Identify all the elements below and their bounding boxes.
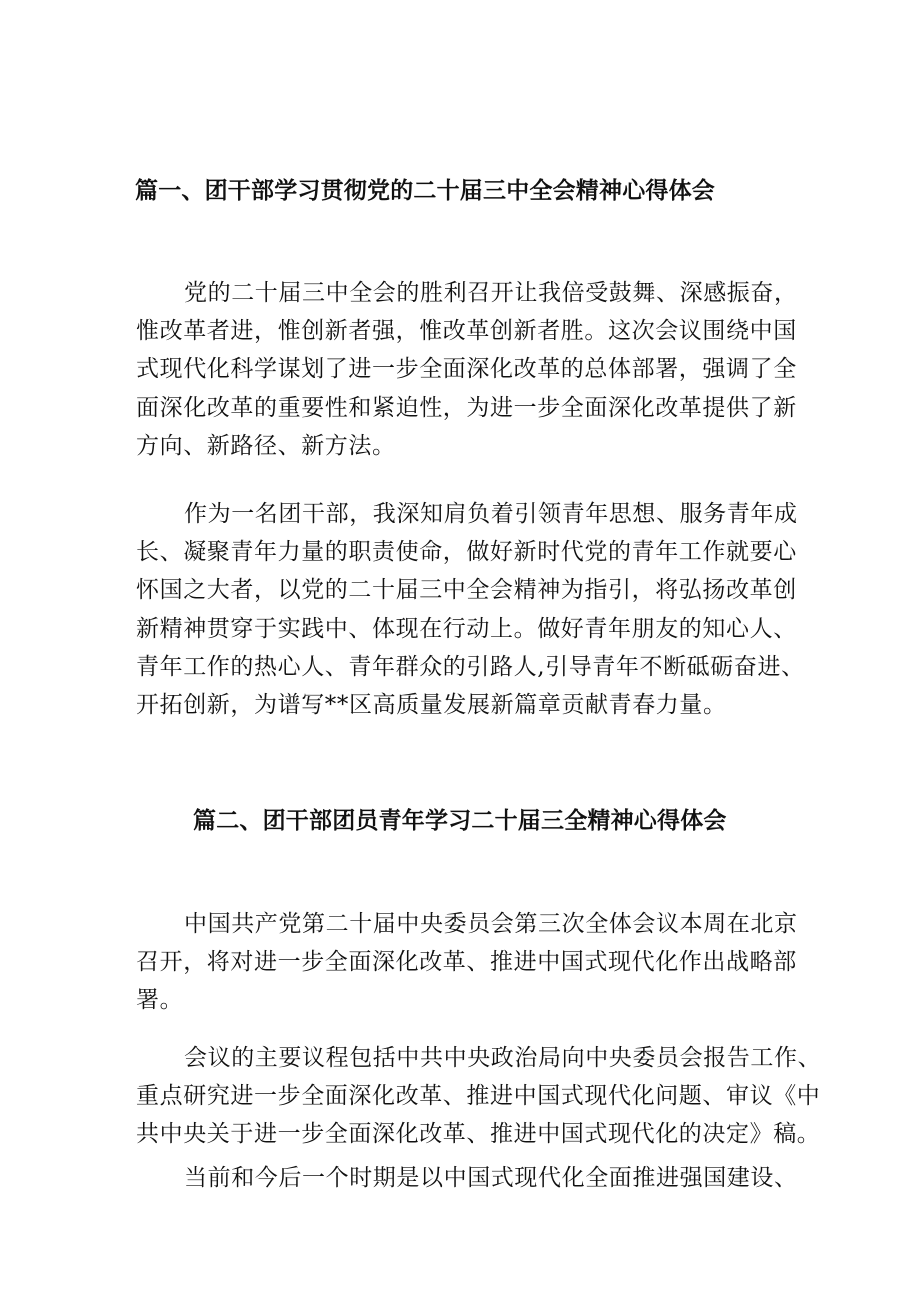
section-1-title: 篇一、团干部学习贯彻党的二十届三中全会精神心得体会 [135, 177, 715, 204]
text-line: 长、凝聚青年力量的职责使命，做好新时代党的青年工作就要心 [136, 539, 797, 566]
text-line: 重点研究进一步全面深化改革、推进中国式现代化问题、审议《中 [136, 1083, 821, 1110]
text-line: 署。 [136, 987, 184, 1014]
text-line: 开拓创新，为谱写**区高质量发展新篇章贡献青春力量。 [136, 692, 727, 719]
section-2-paragraph-1 [136, 905, 798, 1020]
text-line: 新精神贯穿于实践中、体现在行动上。做好青年朋友的知心人、 [136, 615, 797, 642]
text-line: 会议的主要议程包括中共中央政治局向中央委员会报告工作、 [184, 1045, 822, 1071]
text-line: 面深化改革的重要性和紧迫性，为进一步全面深化改革提供了新 [136, 394, 797, 421]
text-line: 作为一名团干部，我深知肩负着引领青年思想、服务青年成 [184, 501, 798, 527]
text-line: 青年工作的热心人、青年群众的引路人,引导青年不断砥砺奋进、 [136, 653, 805, 680]
text-line: 怀国之大者，以党的二十届三中全会精神为指引，将弘扬改革创 [136, 577, 797, 604]
section-2-paragraph-3 [136, 1159, 798, 1197]
text-line: 共中央关于进一步全面深化改革、推进中国式现代化的决定》稿。 [136, 1121, 821, 1148]
section-2-title: 篇二、团干部团员青年学习二十届三全精神心得体会 [193, 807, 727, 834]
section-2-paragraph-2 [136, 1039, 822, 1154]
text-line: 惟改革者进，惟创新者强，惟改革创新者胜。这次会议围绕中国 [136, 318, 797, 345]
text-line: 当前和今后一个时期是以中国式现代化全面推进强国建设、 [184, 1165, 798, 1191]
text-line: 党的二十届三中全会的胜利召开让我倍受鼓舞、深感振奋， [184, 280, 798, 306]
text-line: 式现代化科学谋划了进一步全面深化改革的总体部署，强调了全 [136, 356, 797, 383]
section-1-paragraph-2 [136, 495, 805, 724]
text-line: 中国共产党第二十届中央委员会第三次全体会议本周在北京 [184, 911, 798, 937]
text-line: 召开，将对进一步全面深化改革、推进中国式现代化作出战略部 [136, 949, 797, 976]
section-1-paragraph-1 [136, 274, 798, 465]
text-line: 方向、新路径、新方法。 [136, 432, 396, 459]
